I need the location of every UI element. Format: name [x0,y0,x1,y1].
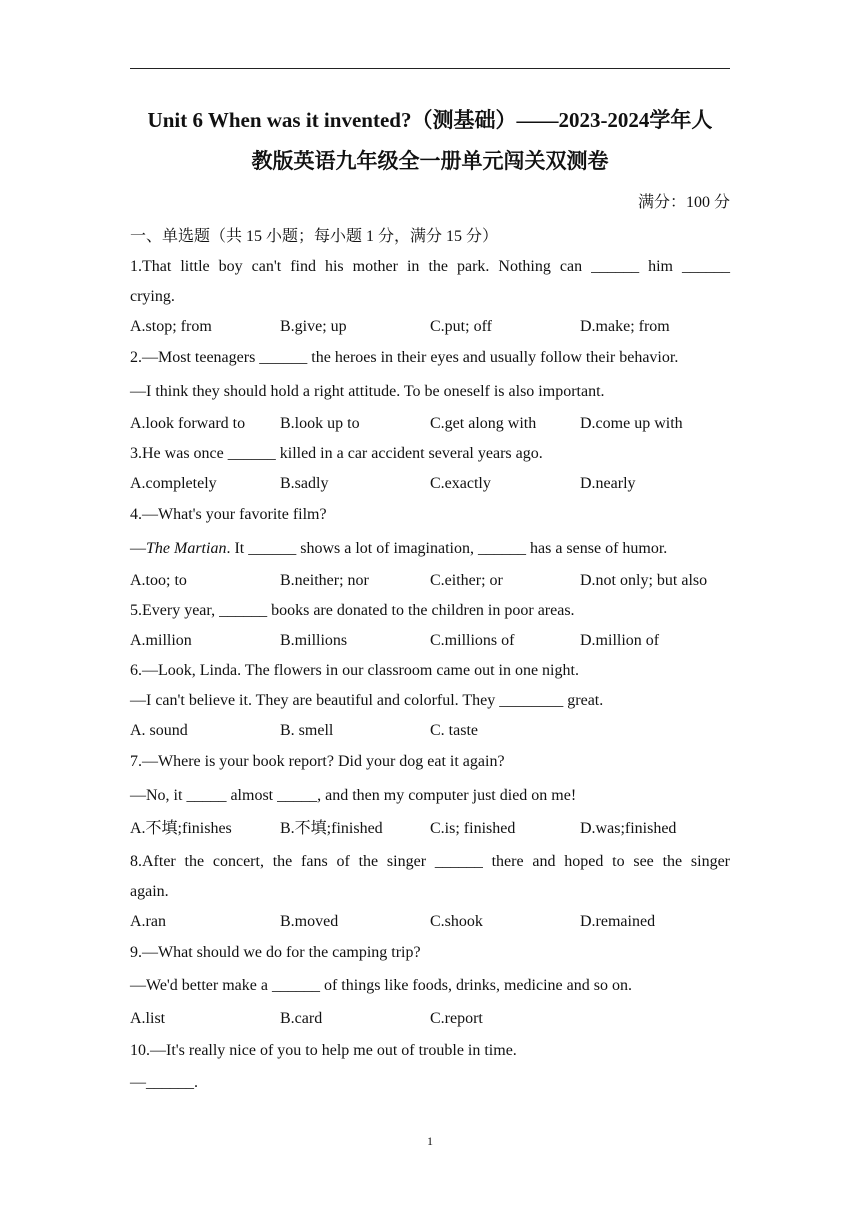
question-3-options [130,474,730,494]
question-7-options [130,819,730,839]
question-8-text: 8.After the concert, the fans of the singer ______ there and hoped to see the singer [130,853,730,870]
question-1-text: 1.That little boy can't find his mother in the park. Nothing can ______ him ______ [130,258,730,275]
option-c: C.either; or [430,572,503,589]
page-number: 1 [427,1134,433,1148]
option-c: C.millions of [430,632,515,649]
option-b: B.give; up [280,318,347,335]
option-c: C. taste [430,722,478,739]
option-c: C.put; off [430,318,492,335]
option-d: D.make; from [580,318,670,335]
document-title-line-1: Unit 6 When was it invented?（测基础）——2023-2024学年人 [147,108,713,132]
question-7-reply: —No, it _____ almost _____, and then my computer just died on me! [130,787,577,804]
question-7-text: 7.—Where is your book report? Did your dog eat it again? [130,753,505,770]
question-4-options [130,571,730,591]
question-8-text-cont: again. [130,883,169,900]
option-c: C.is; finished [430,820,516,837]
option-a: A.million [130,632,192,649]
option-d: D.million of [580,632,660,649]
option-a: A.look forward to [130,415,246,432]
question-2-options [130,414,730,434]
option-b: B.card [280,1010,323,1027]
option-d: D.nearly [580,475,636,492]
question-10-reply: —______. [130,1074,198,1091]
question-9-text: 9.—What should we do for the camping trip? [130,944,421,961]
question-9-reply: —We'd better make a ______ of things like foods, drinks, medicine and so on. [130,977,632,994]
option-b: B.look up to [280,415,360,432]
question-8-options [130,912,730,932]
question-10-text: 10.—It's really nice of you to help me out of trouble in time. [130,1042,517,1059]
question-6-reply: —I can't believe it. They are beautiful and colorful. They ________ great. [130,692,604,709]
question-1-options [130,317,730,337]
option-a: A. sound [130,722,188,739]
option-b: B.neither; nor [280,572,369,589]
option-b: B.millions [280,632,348,649]
question-5-options [130,631,730,651]
question-4-reply [130,539,730,559]
question-5-text: 5.Every year, ______ books are donated to the children in poor areas. [130,602,575,619]
document-title-line-2: 教版英语九年级全一册单元闯关双测卷 [251,149,609,173]
question-9-options [130,1009,730,1029]
dash: — [130,540,146,557]
section-title: 一、单选题（共 15 小题；每小题 1 分，满分 15 分） [130,228,499,245]
option-a: A.不填;finishes [130,820,232,837]
option-b: B.moved [280,913,339,930]
option-c: C.report [430,1010,483,1027]
question-6-text: 6.—Look, Linda. The flowers in our classroom came out in one night. [130,662,579,679]
option-b: B.不填;finished [280,820,383,837]
option-c: C.shook [430,913,483,930]
option-c: C.exactly [430,475,491,492]
option-c: C.get along with [430,415,537,432]
header-rule [130,68,730,69]
question-3-text: 3.He was once ______ killed in a car accident several years ago. [130,445,543,462]
option-d: D.not only; but also [580,572,708,589]
question-1-text-cont: crying. [130,288,175,305]
option-a: A.too; to [130,572,187,589]
option-b: B.sadly [280,475,329,492]
option-d: D.come up with [580,415,683,432]
option-a: A.ran [130,913,166,930]
question-6-options [130,721,730,741]
full-score: 满分：100 分 [637,194,730,211]
option-d: D.remained [580,913,656,930]
film-title: The Martian [146,540,227,557]
option-d: D.was;finished [580,820,677,837]
option-a: A.stop; from [130,318,212,335]
option-a: A.completely [130,475,217,492]
question-4-text: 4.—What's your favorite film? [130,506,327,523]
option-b: B. smell [280,722,334,739]
reply-rest: . It ______ shows a lot of imagination, ______ has a sense of humor. [226,540,668,557]
option-a: A.list [130,1010,166,1027]
question-2-reply: —I think they should hold a right attitude. To be oneself is also important. [130,383,605,400]
question-2-text: 2.—Most teenagers ______ the heroes in their eyes and usually follow their behavior. [130,349,679,366]
